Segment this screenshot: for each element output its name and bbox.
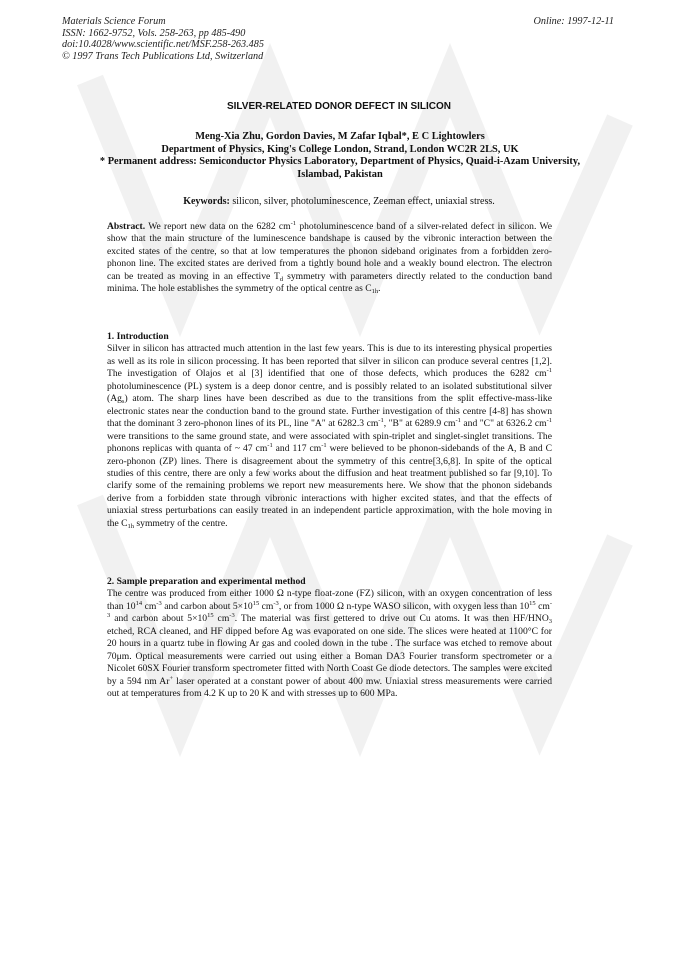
- superscript: 15: [529, 599, 536, 607]
- superscript: 14: [135, 599, 143, 607]
- body-text: photoluminescence (PL) system is a deep donor centre, and is possibly related to an isolated substitutional silver (Ag: [107, 380, 552, 405]
- body-text: and carbon about 5×10: [110, 613, 208, 625]
- doi-line: doi:10.4028/www.scientific.net/MSF.258-263.485: [62, 39, 264, 51]
- keywords-text: silicon, silver, photoluminescence, Zeeman effect, uniaxial stress.: [232, 196, 495, 207]
- superscript: -3: [273, 599, 279, 607]
- section-sample-preparation: [107, 576, 552, 701]
- abstract: [107, 221, 552, 296]
- subscript: 1h: [127, 522, 135, 530]
- author-block: [95, 131, 585, 181]
- body-text: and carbon about 5×10: [161, 600, 253, 612]
- author-names: Meng-Xia Zhu, Gordon Davies, M Zafar Iqbal*, E C Lightowlers: [195, 131, 485, 142]
- permanent-address: * Permanent address: Semiconductor Physics Laboratory, Department of Physics, Quaid-i-Azam University, Islambad, Pakistan: [99, 156, 581, 180]
- body-text: ) atom. The sharp lines have been described as due to the transitions from the split effective-mass-like electronic states near the conduction band to the ground state. Further investigation of this centre [4-8] has shown that the dominant 3 zero-phonon lines of its PL, line "A" at 6282.3 cm: [107, 393, 552, 430]
- superscript: -1: [546, 367, 552, 375]
- superscript: -1: [378, 417, 384, 425]
- abstract-text: We report new data on the 6282 cm: [145, 221, 291, 232]
- superscript: -3: [107, 599, 553, 620]
- body-text: , "B" at 6289.9 cm: [383, 418, 456, 430]
- body-text: were believed to be phonon-sidebands of the A, B and C zero-phonon (ZP) lines. There is disagreement about the symmetry of this centre[3,6,8]. In spite of the optical studies of this centre, there are only a few works about the diffusion and heat treatment published so far [9,10]. To clarify some of the remaining problems we report new measurements here. We show that the phonon sidebands derive from a forbidden state through vibronic interactions with higher excited states, and that the effects of uniaxial stress perturbations can easily treated in an independent particle approximation, with the hole moving in the C: [107, 443, 552, 529]
- journal-name: Materials Science Forum: [62, 16, 166, 27]
- body-text: and 117 cm: [272, 443, 322, 455]
- section-introduction: [107, 331, 552, 530]
- subscript: d: [279, 275, 284, 283]
- keywords: [0, 196, 678, 207]
- issn-line: ISSN: 1662-9752, Vols. 258-263, pp 485-490: [62, 27, 246, 39]
- section-heading: 2. Sample preparation and experimental method: [107, 576, 306, 587]
- body-text: were transitions to the same ground state, and were associated with spin-triplet and singlet-singlet transitions. The phonons replicas with quanta of ~ 47 cm: [107, 430, 552, 455]
- body-text: and "C" at 6326.2 cm: [460, 418, 547, 430]
- section-heading: 1. Introduction: [107, 331, 169, 342]
- online-date: Online: 1997-12-11: [533, 16, 614, 27]
- body-text: symmetry of the centre.: [134, 517, 228, 529]
- superscript: +: [169, 674, 174, 682]
- body-text: The centre was produced from either 1000 Ω n-type float-zone (FZ) silicon, with an oxygen concentration of less than 10: [107, 588, 552, 612]
- superscript: 15: [252, 599, 260, 607]
- subscript: s: [121, 398, 125, 406]
- superscript: -1: [546, 417, 552, 425]
- superscript: 15: [207, 612, 214, 620]
- superscript: -1: [290, 220, 297, 227]
- body-text: . The material was first gettered to drive out Cu atoms. It was then HF/HNO: [234, 613, 549, 625]
- superscript: -1: [267, 442, 273, 450]
- body-text: cm: [259, 600, 274, 612]
- abstract-label: Abstract.: [107, 221, 146, 232]
- subscript: 3: [548, 618, 552, 626]
- subscript: 1h: [371, 288, 379, 296]
- superscript: -3: [156, 599, 162, 607]
- superscript: -1: [455, 417, 461, 425]
- body-text: Silver in silicon has attracted much attention in the last few years. This is due to its interesting physical properties as well as its role in silicon processing. It has been reported that silver in silicon can produce several centres [1,2]. The investigation of Olajos et al [3] identified that one of those defects, which produces the 6282 cm: [107, 343, 552, 380]
- superscript: -1: [321, 442, 327, 450]
- body-text: , or from 1000 Ω n-type WASO silicon, with oxygen less than 10: [278, 600, 530, 612]
- copyright-line: © 1997 Trans Tech Publications Ltd, Switzerland: [62, 50, 264, 62]
- keywords-label: Keywords:: [183, 196, 230, 207]
- body-text: laser operated at a constant power of about 400 mw. Uniaxial stress measurements were carried out at temperatures from 4.2 K up to 20 K and with stresses up to 600 MPa.: [107, 675, 552, 700]
- abstract-text: .: [378, 283, 381, 295]
- paper-title: SILVER-RELATED DONOR DEFECT IN SILICON: [226, 101, 452, 112]
- body-text: cm: [142, 600, 157, 612]
- superscript: -3: [229, 612, 235, 620]
- journal-header: [62, 16, 264, 62]
- body-text: etched, RCA cleaned, and HF dipped before Ag was evaporated on one side. The slices were heated at 1100°C for 20 hours in a quartz tube in flowing Ar gas and cooled down in the tube . The surface was etched to remove about 70μm. Optical measurements were carried out using either a Boman DA3 Fourier transform spectrometer or a Nicolet 60SX Fourier transform spectrometer fitted with North Coast Ge diode detectors. The samples were excited by a 594 nm Ar: [107, 625, 552, 687]
- affiliation: Department of Physics, King's College London, Strand, London WC2R 2LS, UK: [161, 143, 519, 155]
- body-text: cm: [535, 600, 550, 612]
- abstract-text: symmetry with parameters directly related to the conduction band minima. The hole establishes the symmetry of the optical centre as C: [107, 270, 553, 295]
- abstract-text: photoluminescence band of a silver-related defect in silicon. We show that the main structure of the luminescence bandshape is caused by the vibronic interaction between the excited states of the centre, so that at low temperatures the phonon sideband originates from a forbidden zero-phonon line. The excited states are derived from a tightly bound hole and a weakly bound electron. The electron can be treated as moving in an effective T: [107, 221, 552, 282]
- body-text: cm: [213, 613, 230, 625]
